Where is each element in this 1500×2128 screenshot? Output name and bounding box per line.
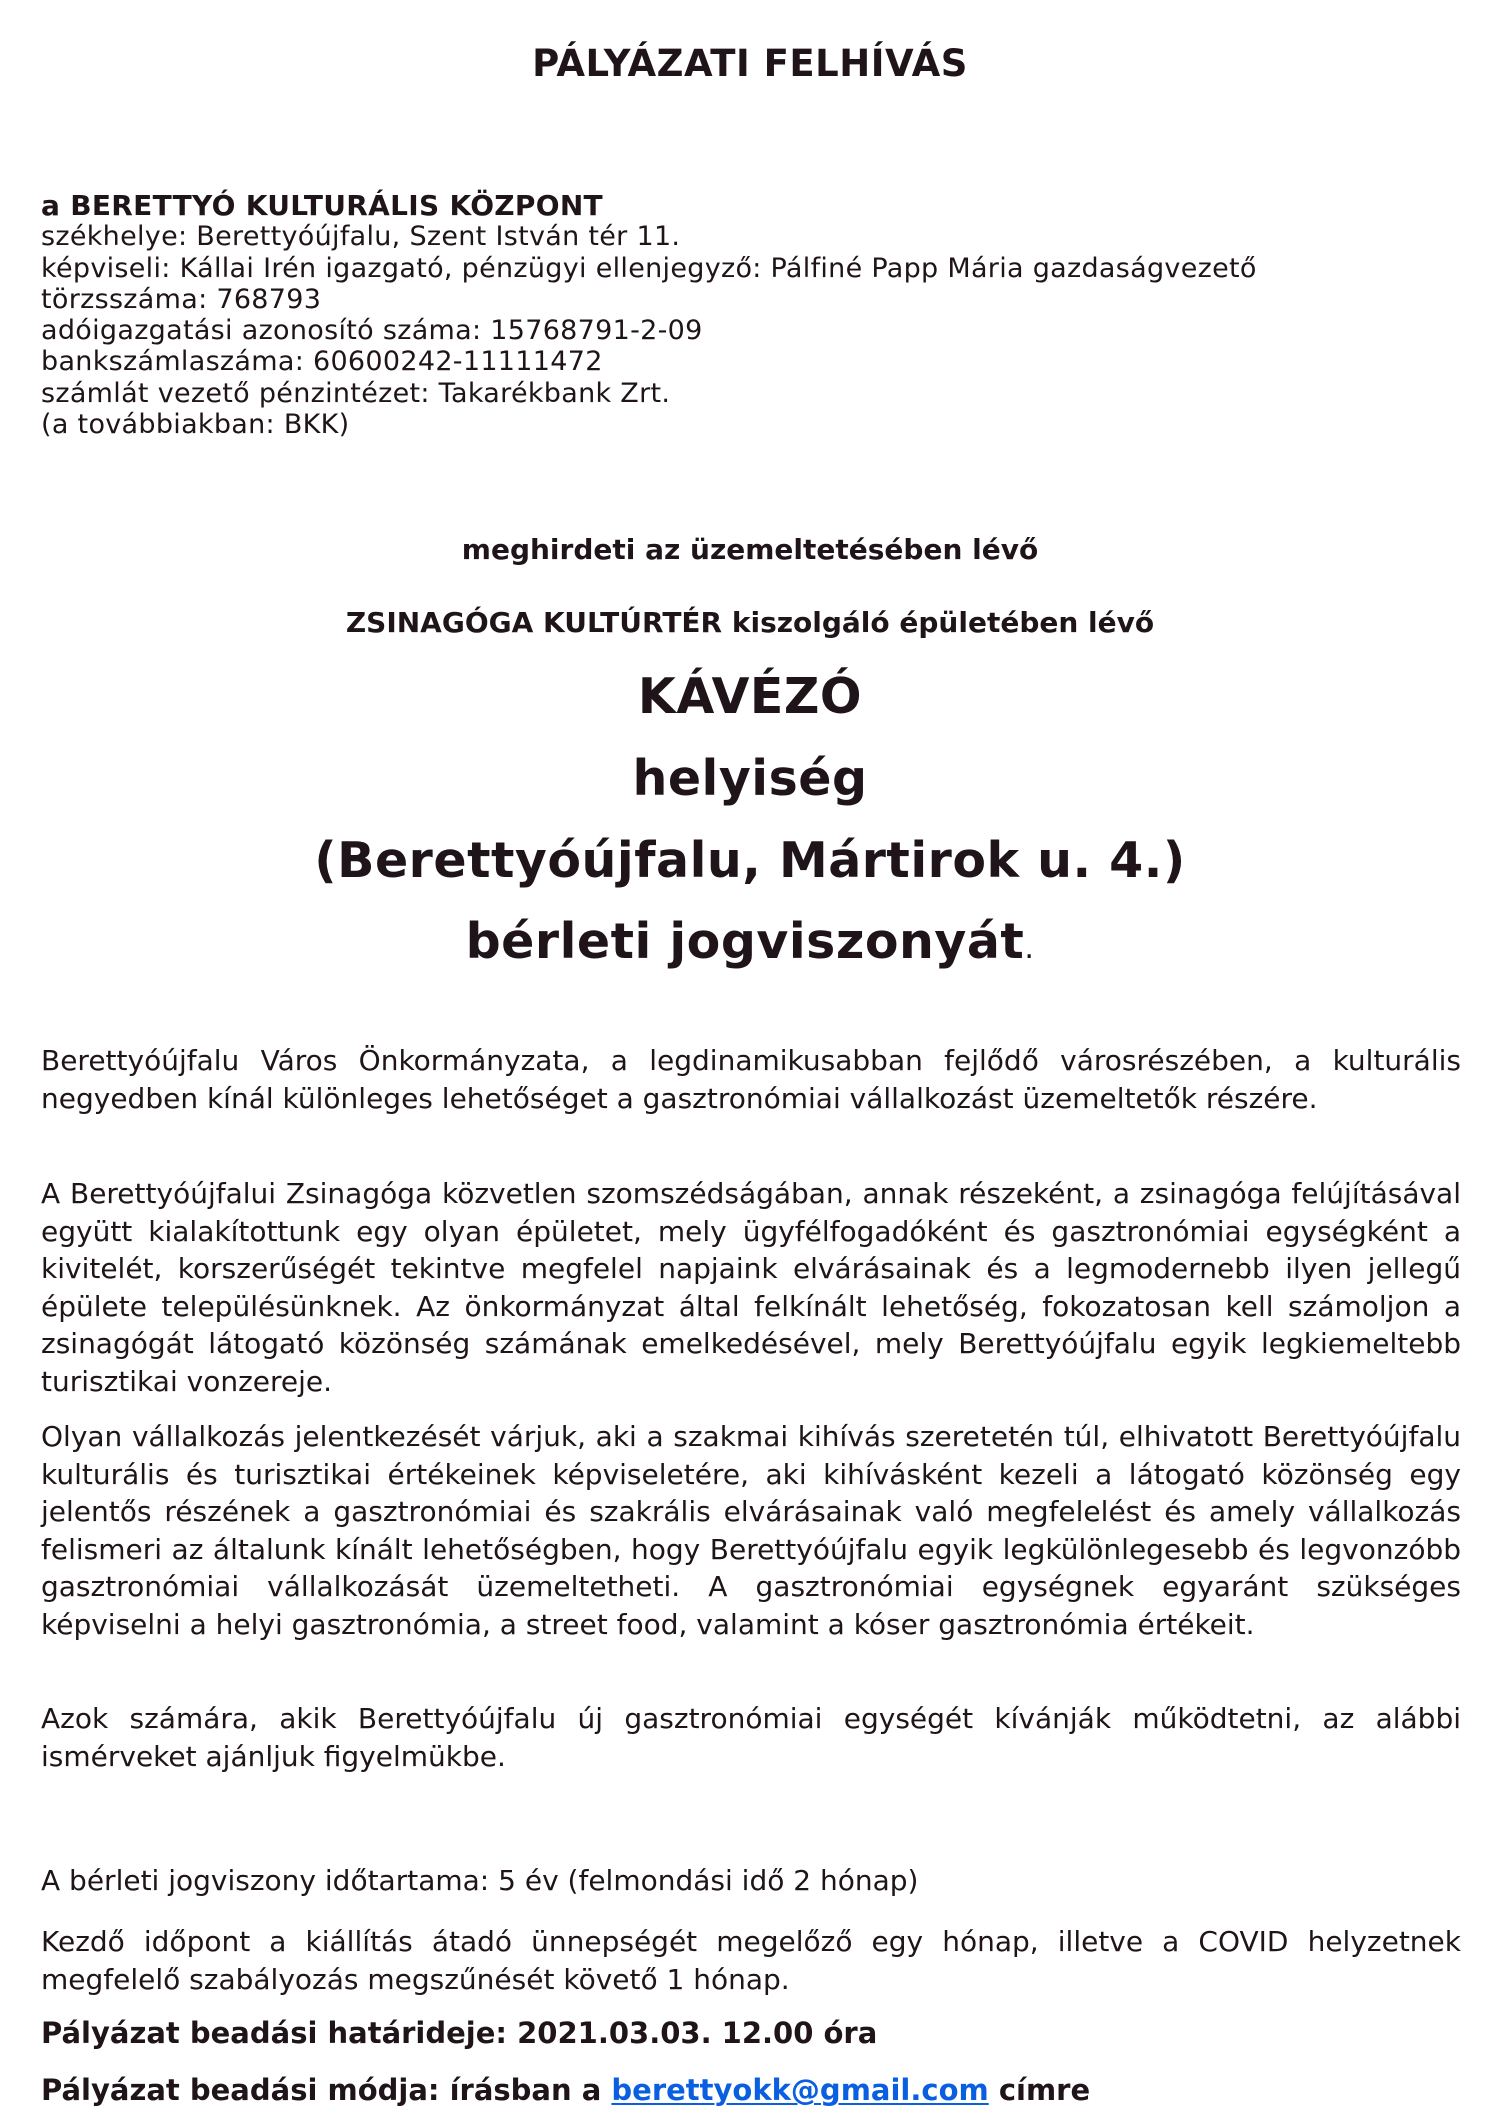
email-link[interactable]: berettyokk@gmail.com bbox=[611, 2073, 989, 2107]
lease-duration-text: A bérleti jogviszony időtartama: 5 év (felmondási idő 2 hónap) bbox=[41, 1864, 919, 1897]
headline-lease-text: bérleti jogviszonyát bbox=[465, 913, 1025, 970]
submission-method bbox=[41, 2073, 1090, 2107]
paragraph-text: Azok számára, akik Berettyóújfalu új gasztronómiai egységét kívánják működtetni, az alábbi ismérveket ajánljuk figyelmükbe. bbox=[41, 1702, 1461, 1773]
lease-duration bbox=[41, 1862, 1461, 1900]
paragraph-text: A Berettyóújfalui Zsinagóga közvetlen szomszédságában, annak részeként, a zsinagóga felújításával együtt kialakítottunk egy olyan épületet, mely ügyfélfogadóként és gasztronómiai egységként a kivitelét, korszerűségét tekintve megfelel napjaink elvárásainak és a legmodernebb ilyen jellegű épülete településünknek. Az önkormányzat által felkínált lehetőség, fokozatosan kell számoljon a zsinagógát látogató közönség számának emelkedésével, mely Berettyóújfalu egyik legkiemeltebb turisztikai vonzereje. bbox=[41, 1177, 1461, 1398]
document-title: PÁLYÁZATI FELHÍVÁS bbox=[532, 42, 968, 85]
announcement-line: meghirdeti az üzemeltetésében lévő bbox=[461, 533, 1039, 566]
org-seat: székhelye: Berettyóújfalu, Szent István tér 11. bbox=[41, 221, 681, 253]
headline-address: (Berettyóújfalu, Mártirok u. 4.) bbox=[314, 832, 1186, 889]
lease-start-text: Kezdő időpont a kiállítás átadó ünnepségét megelőző egy hónap, illetve a COVID helyzetnek megfelelő szabályozás megszűnését követő 1 hónap. bbox=[41, 1925, 1461, 1996]
headline-lease bbox=[0, 913, 1500, 970]
org-registry-number: törzsszáma: 768793 bbox=[41, 283, 322, 315]
paragraph-text: Olyan vállalkozás jelentkezését várjuk, aki a szakmai kihívás szeretetén túl, elhivatott Berettyóújfalu kulturális és turisztikai értékeinek képviseletére, aki kihívásként kezeli a látogató közönség egy jelentős részének a gasztronómiai és szakrális elvárásainak való megfelelést és amely vállalkozás felismeri az általunk kínált lehetőségben, hogy Berettyóújfalu egyik legkülönlegesebb és legvonzóbb gasztronómiai vállalkozását üzemeltetheti. A gasztronómiai egységnek egyaránt szükséges képviselni a helyi gasztronómia, a street food, valamint a kóser gasztronómia értékeit. bbox=[41, 1420, 1461, 1641]
org-tax-id: adóigazgatási azonosító száma: 15768791-2-09 bbox=[41, 315, 703, 347]
paragraph-text: Berettyóújfalu Város Önkormányzata, a legdinamikusabban fejlődő városrészében, a kulturális negyedben kínál különleges lehetőséget a gasztronómiai vállalkozást üzemeltetők részére. bbox=[41, 1044, 1461, 1115]
headline-cafe: KÁVÉZÓ bbox=[637, 668, 863, 725]
organization-block bbox=[41, 190, 1461, 440]
submission-method-prefix: Pályázat beadási módja: írásban a bbox=[41, 2073, 612, 2107]
org-abbreviation: (a továbbiakban: BKK) bbox=[41, 409, 350, 441]
lease-start bbox=[41, 1923, 1461, 1998]
venue-line: ZSINAGÓGA KULTÚRTÉR kiszolgáló épületében lévő bbox=[345, 606, 1155, 639]
paragraph-building bbox=[41, 1175, 1461, 1400]
organization-name: a BERETTYÓ KULTURÁLIS KÖZPONT bbox=[41, 189, 603, 222]
paragraph-intro bbox=[41, 1042, 1461, 1117]
headline-period: . bbox=[1024, 931, 1035, 966]
paragraph-criteria-intro bbox=[41, 1700, 1461, 1775]
org-bank-account: bankszámlaszáma: 60600242-11111472 bbox=[41, 346, 603, 378]
org-representative: képviseli: Kállai Irén igazgató, pénzügyi ellenjegyző: Pálfiné Papp Mária gazdaságvezető bbox=[41, 252, 1257, 284]
submission-deadline: Pályázat beadási határideje: 2021.03.03. 12.00 óra bbox=[41, 2016, 878, 2050]
org-bank: számlát vezető pénzintézet: Takarékbank Zrt. bbox=[41, 377, 671, 409]
submission-method-suffix: címre bbox=[988, 2073, 1091, 2107]
headline-room: helyiség bbox=[632, 750, 868, 807]
paragraph-expectations bbox=[41, 1418, 1461, 1643]
